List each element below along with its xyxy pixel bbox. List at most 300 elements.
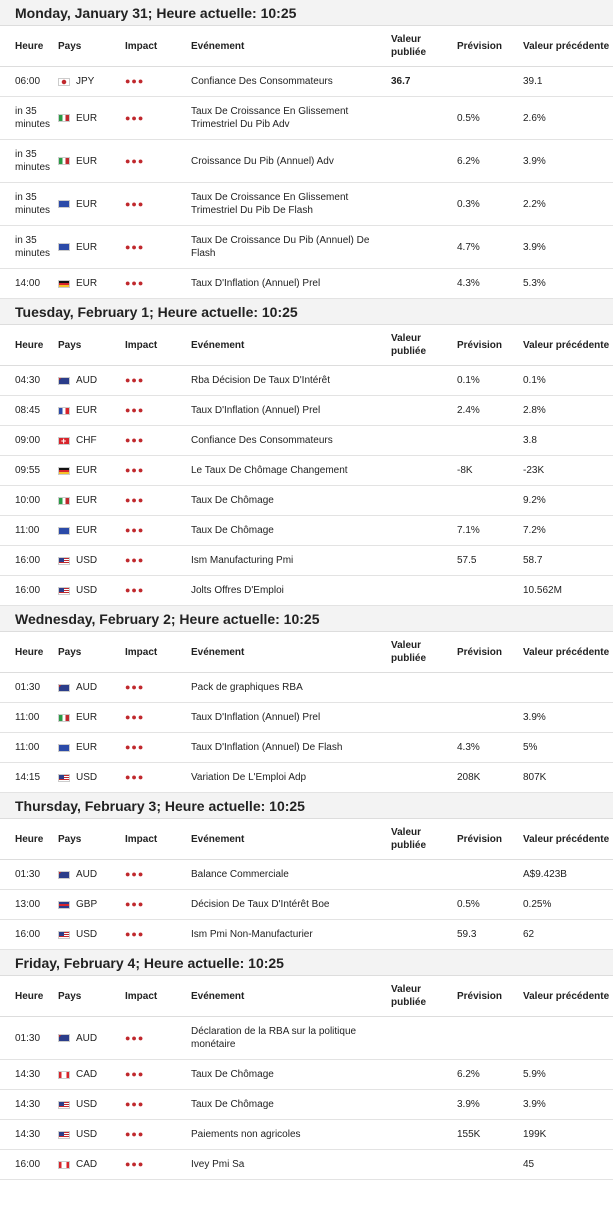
actual-value bbox=[391, 183, 457, 226]
event-name[interactable]: Déclaration de la RBA sur la politique monétaire bbox=[191, 1017, 391, 1060]
events-table bbox=[0, 819, 613, 950]
actual-value bbox=[391, 1150, 457, 1180]
actual-value bbox=[391, 1017, 457, 1060]
previous-value: 58.7 bbox=[523, 546, 613, 576]
table-row[interactable] bbox=[0, 546, 613, 576]
impact-dots-icon: ●●● bbox=[125, 1099, 145, 1109]
currency-code: USD bbox=[76, 1099, 98, 1110]
day-header: Wednesday, February 2; Heure actuelle: 10:25 bbox=[0, 606, 613, 632]
day-section bbox=[0, 606, 613, 793]
event-name[interactable]: Taux De Croissance Du Pib (Annuel) De Flash bbox=[191, 226, 391, 269]
table-row[interactable] bbox=[0, 67, 613, 97]
event-time: in 35 minutes bbox=[0, 140, 58, 183]
previous-value: -23K bbox=[523, 456, 613, 486]
table-row[interactable] bbox=[0, 486, 613, 516]
event-time: 16:00 bbox=[0, 576, 58, 606]
actual-value bbox=[391, 426, 457, 456]
table-row[interactable] bbox=[0, 890, 613, 920]
day-section bbox=[0, 299, 613, 606]
currency-code: USD bbox=[76, 929, 98, 940]
event-time: 16:00 bbox=[0, 1150, 58, 1180]
event-name[interactable]: Taux D'Inflation (Annuel) De Flash bbox=[191, 733, 391, 763]
actual-value bbox=[391, 269, 457, 299]
actual-value bbox=[391, 97, 457, 140]
event-time: 01:30 bbox=[0, 860, 58, 890]
impact-dots-icon: ●●● bbox=[125, 1129, 145, 1139]
forecast-value bbox=[457, 576, 523, 606]
event-time: 14:30 bbox=[0, 1090, 58, 1120]
event-time: 14:30 bbox=[0, 1120, 58, 1150]
header-actual: Valeur publiée bbox=[391, 819, 457, 860]
impact-dots-icon: ●●● bbox=[125, 899, 145, 909]
currency-code: USD bbox=[76, 772, 98, 783]
currency-code: EUR bbox=[76, 525, 98, 536]
forecast-value bbox=[457, 426, 523, 456]
country-cell bbox=[58, 898, 125, 911]
header-forecast: Prévision bbox=[457, 325, 523, 366]
header-actual: Valeur publiée bbox=[391, 26, 457, 67]
previous-value: 3.9% bbox=[523, 226, 613, 269]
impact-dots-icon: ●●● bbox=[125, 76, 145, 86]
currency-code: EUR bbox=[76, 278, 98, 289]
forecast-value bbox=[457, 67, 523, 97]
previous-value: 0.25% bbox=[523, 890, 613, 920]
previous-value bbox=[523, 1017, 613, 1060]
actual-value: 36.7 bbox=[391, 67, 457, 97]
currency-code: EUR bbox=[76, 405, 98, 416]
event-time: in 35 minutes bbox=[0, 226, 58, 269]
currency-code: EUR bbox=[76, 155, 98, 167]
currency-code: EUR bbox=[76, 112, 98, 124]
header-impact: Impact bbox=[125, 26, 191, 67]
previous-value: 3.8 bbox=[523, 426, 613, 456]
forecast-value bbox=[457, 486, 523, 516]
previous-value: 5.9% bbox=[523, 1060, 613, 1090]
country-flag-icon bbox=[58, 497, 70, 505]
table-row[interactable] bbox=[0, 920, 613, 950]
country-flag-icon bbox=[58, 407, 70, 415]
country-cell bbox=[58, 1158, 125, 1171]
currency-code: USD bbox=[76, 555, 98, 566]
previous-value: 45 bbox=[523, 1150, 613, 1180]
day-header: Friday, February 4; Heure actuelle: 10:25 bbox=[0, 950, 613, 976]
forecast-value: 0.5% bbox=[457, 97, 523, 140]
impact-dots-icon: ●●● bbox=[125, 465, 145, 475]
actual-value bbox=[391, 546, 457, 576]
previous-value: 807K bbox=[523, 763, 613, 793]
event-name[interactable]: Paiements non agricoles bbox=[191, 1120, 391, 1150]
header-event: Evénement bbox=[191, 976, 391, 1017]
header-actual: Valeur publiée bbox=[391, 325, 457, 366]
currency-code: AUD bbox=[76, 1032, 98, 1044]
impact-dots-icon: ●●● bbox=[125, 241, 145, 252]
table-row[interactable] bbox=[0, 1060, 613, 1090]
country-flag-icon bbox=[58, 684, 70, 692]
forecast-value: 6.2% bbox=[457, 140, 523, 183]
event-name[interactable]: Ivey Pmi Sa bbox=[191, 1150, 391, 1180]
event-name[interactable]: Pack de graphiques RBA bbox=[191, 673, 391, 703]
table-row[interactable] bbox=[0, 183, 613, 226]
table-header-row bbox=[0, 976, 613, 1017]
actual-value bbox=[391, 703, 457, 733]
event-time: 08:45 bbox=[0, 396, 58, 426]
table-row[interactable] bbox=[0, 140, 613, 183]
country-cell bbox=[58, 198, 125, 211]
country-cell bbox=[58, 741, 125, 754]
previous-value: 0.1% bbox=[523, 366, 613, 396]
table-row[interactable] bbox=[0, 426, 613, 456]
header-forecast: Prévision bbox=[457, 632, 523, 673]
actual-value bbox=[391, 1120, 457, 1150]
country-cell bbox=[58, 1068, 125, 1081]
forecast-value bbox=[457, 860, 523, 890]
event-name[interactable]: Ism Manufacturing Pmi bbox=[191, 546, 391, 576]
impact-dots-icon: ●●● bbox=[125, 525, 145, 535]
event-name[interactable]: Rba Décision De Taux D'Intérêt bbox=[191, 366, 391, 396]
event-time: 09:55 bbox=[0, 456, 58, 486]
event-time: 01:30 bbox=[0, 673, 58, 703]
event-time: 14:00 bbox=[0, 269, 58, 299]
table-row[interactable] bbox=[0, 516, 613, 546]
forecast-value: 7.1% bbox=[457, 516, 523, 546]
impact-dots-icon: ●●● bbox=[125, 155, 145, 166]
country-flag-icon bbox=[58, 587, 70, 595]
impact-dots-icon: ●●● bbox=[125, 682, 145, 692]
table-header-row bbox=[0, 26, 613, 67]
table-row[interactable] bbox=[0, 576, 613, 606]
forecast-value: 155K bbox=[457, 1120, 523, 1150]
event-name[interactable]: Taux D'Inflation (Annuel) Prel bbox=[191, 269, 391, 299]
header-country: Pays bbox=[58, 26, 125, 67]
event-time: 11:00 bbox=[0, 703, 58, 733]
header-forecast: Prévision bbox=[457, 819, 523, 860]
country-flag-icon bbox=[58, 200, 70, 208]
forecast-value: 59.3 bbox=[457, 920, 523, 950]
day-header: Monday, January 31; Heure actuelle: 10:25 bbox=[0, 0, 613, 26]
country-flag-icon bbox=[58, 243, 70, 251]
header-event: Evénement bbox=[191, 819, 391, 860]
country-flag-icon bbox=[58, 114, 70, 122]
actual-value bbox=[391, 140, 457, 183]
event-name[interactable]: Taux De Chômage bbox=[191, 516, 391, 546]
table-row[interactable] bbox=[0, 1120, 613, 1150]
previous-value: 2.6% bbox=[523, 97, 613, 140]
country-cell bbox=[58, 434, 125, 447]
actual-value bbox=[391, 1090, 457, 1120]
country-cell bbox=[58, 464, 125, 477]
event-time: 11:00 bbox=[0, 516, 58, 546]
country-flag-icon bbox=[58, 1101, 70, 1109]
table-row[interactable] bbox=[0, 860, 613, 890]
event-time: 06:00 bbox=[0, 67, 58, 97]
table-row[interactable] bbox=[0, 1017, 613, 1060]
impact-dots-icon: ●●● bbox=[125, 198, 145, 209]
event-time: 11:00 bbox=[0, 733, 58, 763]
impact-dots-icon: ●●● bbox=[125, 1159, 145, 1169]
event-time: 13:00 bbox=[0, 890, 58, 920]
events-table bbox=[0, 26, 613, 299]
event-name[interactable]: Taux De Chômage bbox=[191, 1090, 391, 1120]
event-time: 14:15 bbox=[0, 763, 58, 793]
previous-value bbox=[523, 673, 613, 703]
forecast-value bbox=[457, 1017, 523, 1060]
actual-value bbox=[391, 486, 457, 516]
previous-value: 2.8% bbox=[523, 396, 613, 426]
header-time: Heure bbox=[0, 26, 58, 67]
table-row[interactable] bbox=[0, 673, 613, 703]
table-row[interactable] bbox=[0, 226, 613, 269]
currency-code: EUR bbox=[76, 465, 98, 476]
event-name[interactable]: Taux D'Inflation (Annuel) Prel bbox=[191, 703, 391, 733]
table-row[interactable] bbox=[0, 763, 613, 793]
event-time: 09:00 bbox=[0, 426, 58, 456]
header-actual: Valeur publiée bbox=[391, 976, 457, 1017]
event-time: in 35 minutes bbox=[0, 97, 58, 140]
forecast-value bbox=[457, 673, 523, 703]
header-impact: Impact bbox=[125, 325, 191, 366]
currency-code: EUR bbox=[76, 198, 98, 210]
event-time: 14:30 bbox=[0, 1060, 58, 1090]
table-row[interactable] bbox=[0, 269, 613, 299]
country-cell bbox=[58, 554, 125, 567]
table-header-row bbox=[0, 325, 613, 366]
forecast-value: 208K bbox=[457, 763, 523, 793]
day-section bbox=[0, 950, 613, 1180]
currency-code: EUR bbox=[76, 241, 98, 253]
country-flag-icon bbox=[58, 78, 70, 86]
country-cell bbox=[58, 1128, 125, 1141]
previous-value: 3.9% bbox=[523, 703, 613, 733]
impact-dots-icon: ●●● bbox=[125, 712, 145, 722]
header-event: Evénement bbox=[191, 632, 391, 673]
currency-code: AUD bbox=[76, 869, 98, 880]
forecast-value bbox=[457, 703, 523, 733]
day-section bbox=[0, 0, 613, 299]
forecast-value: 4.3% bbox=[457, 733, 523, 763]
currency-code: JPY bbox=[76, 76, 95, 87]
country-cell bbox=[58, 112, 125, 125]
impact-dots-icon: ●●● bbox=[125, 1032, 145, 1043]
actual-value bbox=[391, 860, 457, 890]
impact-dots-icon: ●●● bbox=[125, 772, 145, 782]
actual-value bbox=[391, 226, 457, 269]
header-previous: Valeur précédente bbox=[523, 26, 613, 67]
currency-code: AUD bbox=[76, 375, 98, 386]
country-flag-icon bbox=[58, 467, 70, 475]
actual-value bbox=[391, 366, 457, 396]
country-flag-icon bbox=[58, 1131, 70, 1139]
country-cell bbox=[58, 711, 125, 724]
currency-code: CAD bbox=[76, 1159, 98, 1170]
country-flag-icon bbox=[58, 1161, 70, 1169]
table-row[interactable] bbox=[0, 456, 613, 486]
event-name[interactable]: Taux De Croissance En Glissement Trimestriel Du Pib De Flash bbox=[191, 183, 391, 226]
impact-dots-icon: ●●● bbox=[125, 929, 145, 939]
country-cell bbox=[58, 494, 125, 507]
header-previous: Valeur précédente bbox=[523, 632, 613, 673]
header-forecast: Prévision bbox=[457, 26, 523, 67]
country-cell bbox=[58, 404, 125, 417]
events-table bbox=[0, 976, 613, 1180]
country-cell bbox=[58, 868, 125, 881]
impact-dots-icon: ●●● bbox=[125, 112, 145, 123]
header-country: Pays bbox=[58, 976, 125, 1017]
impact-dots-icon: ●●● bbox=[125, 495, 145, 505]
country-cell bbox=[58, 75, 125, 88]
header-time: Heure bbox=[0, 325, 58, 366]
header-previous: Valeur précédente bbox=[523, 976, 613, 1017]
forecast-value bbox=[457, 1150, 523, 1180]
header-time: Heure bbox=[0, 819, 58, 860]
country-cell bbox=[58, 524, 125, 537]
previous-value: A$9.423B bbox=[523, 860, 613, 890]
country-cell bbox=[58, 584, 125, 597]
actual-value bbox=[391, 733, 457, 763]
header-country: Pays bbox=[58, 819, 125, 860]
day-header: Thursday, February 3; Heure actuelle: 10:25 bbox=[0, 793, 613, 819]
event-name[interactable]: Confiance Des Consommateurs bbox=[191, 426, 391, 456]
country-cell bbox=[58, 374, 125, 387]
event-time: 16:00 bbox=[0, 920, 58, 950]
currency-code: EUR bbox=[76, 495, 98, 506]
table-row[interactable] bbox=[0, 733, 613, 763]
country-flag-icon bbox=[58, 774, 70, 782]
table-header-row bbox=[0, 819, 613, 860]
table-header-row bbox=[0, 632, 613, 673]
actual-value bbox=[391, 396, 457, 426]
event-name[interactable]: Taux De Chômage bbox=[191, 486, 391, 516]
currency-code: GBP bbox=[76, 899, 98, 910]
header-time: Heure bbox=[0, 976, 58, 1017]
impact-dots-icon: ●●● bbox=[125, 869, 145, 879]
event-time: 04:30 bbox=[0, 366, 58, 396]
event-name[interactable]: Décision De Taux D'Intérêt Boe bbox=[191, 890, 391, 920]
currency-code: CAD bbox=[76, 1069, 98, 1080]
country-flag-icon bbox=[58, 744, 70, 752]
previous-value: 2.2% bbox=[523, 183, 613, 226]
header-forecast: Prévision bbox=[457, 976, 523, 1017]
header-country: Pays bbox=[58, 325, 125, 366]
actual-value bbox=[391, 456, 457, 486]
header-impact: Impact bbox=[125, 976, 191, 1017]
previous-value: 3.9% bbox=[523, 1090, 613, 1120]
previous-value: 3.9% bbox=[523, 140, 613, 183]
forecast-value: 6.2% bbox=[457, 1060, 523, 1090]
actual-value bbox=[391, 763, 457, 793]
event-time: 10:00 bbox=[0, 486, 58, 516]
event-name[interactable]: Variation De L'Emploi Adp bbox=[191, 763, 391, 793]
header-country: Pays bbox=[58, 632, 125, 673]
impact-dots-icon: ●●● bbox=[125, 1069, 145, 1079]
previous-value: 5.3% bbox=[523, 269, 613, 299]
forecast-value: 57.5 bbox=[457, 546, 523, 576]
impact-dots-icon: ●●● bbox=[125, 585, 145, 595]
currency-code: USD bbox=[76, 585, 98, 596]
table-row[interactable] bbox=[0, 703, 613, 733]
currency-code: CHF bbox=[76, 435, 97, 446]
event-name[interactable]: Taux De Chômage bbox=[191, 1060, 391, 1090]
day-header: Tuesday, February 1; Heure actuelle: 10:25 bbox=[0, 299, 613, 325]
event-name[interactable]: Confiance Des Consommateurs bbox=[191, 67, 391, 97]
table-row[interactable] bbox=[0, 1090, 613, 1120]
event-time: 16:00 bbox=[0, 546, 58, 576]
forecast-value: 4.7% bbox=[457, 226, 523, 269]
country-flag-icon bbox=[58, 557, 70, 565]
header-event: Evénement bbox=[191, 325, 391, 366]
event-name[interactable]: Ism Pmi Non-Manufacturier bbox=[191, 920, 391, 950]
actual-value bbox=[391, 1060, 457, 1090]
previous-value: 39.1 bbox=[523, 67, 613, 97]
event-name[interactable]: Taux D'Inflation (Annuel) Prel bbox=[191, 396, 391, 426]
country-flag-icon bbox=[58, 901, 70, 909]
event-name[interactable]: Taux De Croissance En Glissement Trimestriel Du Pib Adv bbox=[191, 97, 391, 140]
impact-dots-icon: ●●● bbox=[125, 555, 145, 565]
country-cell bbox=[58, 1098, 125, 1111]
header-impact: Impact bbox=[125, 819, 191, 860]
event-name[interactable]: Le Taux De Chômage Changement bbox=[191, 456, 391, 486]
country-flag-icon bbox=[58, 527, 70, 535]
previous-value: 9.2% bbox=[523, 486, 613, 516]
previous-value: 7.2% bbox=[523, 516, 613, 546]
country-cell bbox=[58, 1032, 125, 1045]
previous-value: 5% bbox=[523, 733, 613, 763]
currency-code: AUD bbox=[76, 682, 98, 693]
country-flag-icon bbox=[58, 714, 70, 722]
table-row[interactable] bbox=[0, 366, 613, 396]
forecast-value: -8K bbox=[457, 456, 523, 486]
event-time: in 35 minutes bbox=[0, 183, 58, 226]
event-name[interactable]: Balance Commerciale bbox=[191, 860, 391, 890]
country-flag-icon bbox=[58, 1034, 70, 1042]
impact-dots-icon: ●●● bbox=[125, 435, 145, 445]
country-cell bbox=[58, 771, 125, 784]
impact-dots-icon: ●●● bbox=[125, 742, 145, 752]
currency-code: EUR bbox=[76, 712, 98, 723]
forecast-value: 4.3% bbox=[457, 269, 523, 299]
events-table bbox=[0, 632, 613, 793]
previous-value: 199K bbox=[523, 1120, 613, 1150]
actual-value bbox=[391, 673, 457, 703]
day-section bbox=[0, 793, 613, 950]
header-impact: Impact bbox=[125, 632, 191, 673]
forecast-value: 0.1% bbox=[457, 366, 523, 396]
event-name[interactable]: Croissance Du Pib (Annuel) Adv bbox=[191, 140, 391, 183]
header-time: Heure bbox=[0, 632, 58, 673]
previous-value: 10.562M bbox=[523, 576, 613, 606]
table-row[interactable] bbox=[0, 396, 613, 426]
impact-dots-icon: ●●● bbox=[125, 278, 145, 288]
currency-code: USD bbox=[76, 1129, 98, 1140]
table-row[interactable] bbox=[0, 1150, 613, 1180]
event-name[interactable]: Jolts Offres D'Emploi bbox=[191, 576, 391, 606]
event-time: 01:30 bbox=[0, 1017, 58, 1060]
header-previous: Valeur précédente bbox=[523, 819, 613, 860]
events-table bbox=[0, 325, 613, 606]
forecast-value: 3.9% bbox=[457, 1090, 523, 1120]
country-cell bbox=[58, 277, 125, 290]
forecast-value: 2.4% bbox=[457, 396, 523, 426]
actual-value bbox=[391, 576, 457, 606]
forecast-value: 0.5% bbox=[457, 890, 523, 920]
country-flag-icon bbox=[58, 871, 70, 879]
actual-value bbox=[391, 920, 457, 950]
header-actual: Valeur publiée bbox=[391, 632, 457, 673]
table-row[interactable] bbox=[0, 97, 613, 140]
actual-value bbox=[391, 516, 457, 546]
currency-code: EUR bbox=[76, 742, 98, 753]
country-flag-icon bbox=[58, 377, 70, 385]
country-flag-icon bbox=[58, 280, 70, 288]
